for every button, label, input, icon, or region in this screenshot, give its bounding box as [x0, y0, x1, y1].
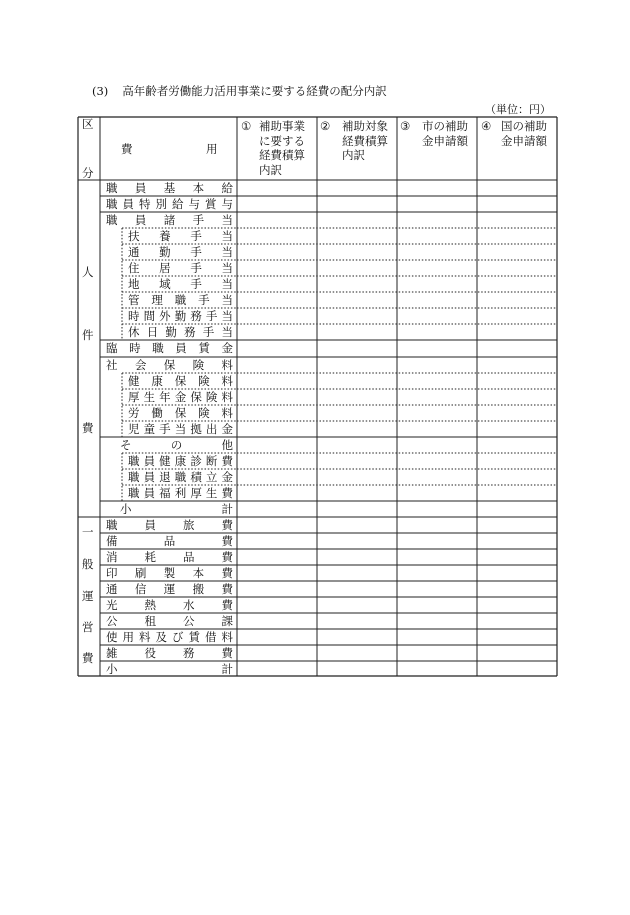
- section-general-char-5: 費: [82, 651, 94, 665]
- row-label: 印刷製本費: [106, 566, 233, 580]
- row-label: 臨時職員賃金: [106, 341, 233, 355]
- row-label: 小計: [106, 662, 233, 676]
- section-general-char-2: 般: [82, 557, 94, 571]
- title-number: (3): [92, 84, 109, 98]
- col2-mark: ②: [320, 119, 331, 133]
- row-label: 管理職手当: [128, 293, 233, 307]
- row-label: 厚生年金保険料: [128, 390, 233, 404]
- row-label: 休日勤務手当: [128, 325, 233, 339]
- col1-text: 補助事業に要する経費積算内訳: [259, 119, 305, 177]
- row-label: 職員退職積立金: [128, 470, 233, 484]
- section-general-char-4: 営: [82, 620, 94, 634]
- row-label: 地域手当: [128, 277, 233, 291]
- row-label: 職員健康診断費: [128, 454, 233, 468]
- section-general-char-1: 一: [82, 525, 94, 539]
- row-label: 光熱水費: [106, 598, 233, 612]
- row-label: 労働保険料: [128, 406, 233, 420]
- row-label: 備品費: [106, 534, 233, 548]
- header-hiyou-left: 費: [121, 142, 133, 156]
- col4-text: 国の補助金申請額: [501, 119, 547, 148]
- section-personnel-char-1: 人: [82, 265, 94, 279]
- row-label: 社会保険料: [106, 358, 233, 372]
- row-label: 公租公課: [106, 614, 233, 628]
- section-general-char-3: 運: [82, 589, 94, 603]
- row-label: 住居手当: [128, 261, 233, 275]
- row-label: 使用料及び賃借料: [106, 630, 233, 644]
- row-label: 職員福利厚生費: [128, 486, 233, 500]
- title-text: 高年齢者労働能力活用事業に要する経費の配分内訳: [122, 84, 387, 98]
- col1-mark: ①: [241, 119, 252, 133]
- row-label: 通勤手当: [128, 245, 233, 259]
- col3-mark: ③: [400, 119, 411, 133]
- header-hiyou-right: 用: [206, 142, 218, 156]
- row-label: 通信運搬費: [106, 582, 233, 596]
- row-label: 健康保険料: [128, 374, 233, 388]
- row-label: 職員旅費: [106, 518, 233, 532]
- col2-text: 補助対象経費積算内訳: [342, 119, 388, 162]
- row-label: 児童手当拠出金: [128, 422, 233, 436]
- section-personnel-char-2: 件: [82, 328, 94, 342]
- row-label: 扶養手当: [128, 229, 233, 243]
- row-label: 雑役務費: [106, 646, 233, 660]
- col3-text: 市の補助金申請額: [422, 119, 468, 148]
- col4-mark: ④: [481, 119, 492, 133]
- unit-note: （単位：円）: [485, 103, 551, 116]
- row-label: その他: [120, 438, 233, 452]
- row-label: 職員基本給: [106, 181, 233, 195]
- row-label: 時間外勤務手当: [128, 309, 233, 323]
- header-kubun-top: 区: [82, 117, 94, 131]
- row-label: 職員特別給与賞与: [106, 197, 233, 211]
- header-kubun-bottom: 分: [82, 166, 94, 180]
- row-label: 小計: [120, 502, 233, 516]
- row-label: 職員諸手当: [106, 213, 233, 227]
- section-personnel-char-3: 費: [82, 421, 94, 435]
- row-label: 消耗品費: [106, 550, 233, 564]
